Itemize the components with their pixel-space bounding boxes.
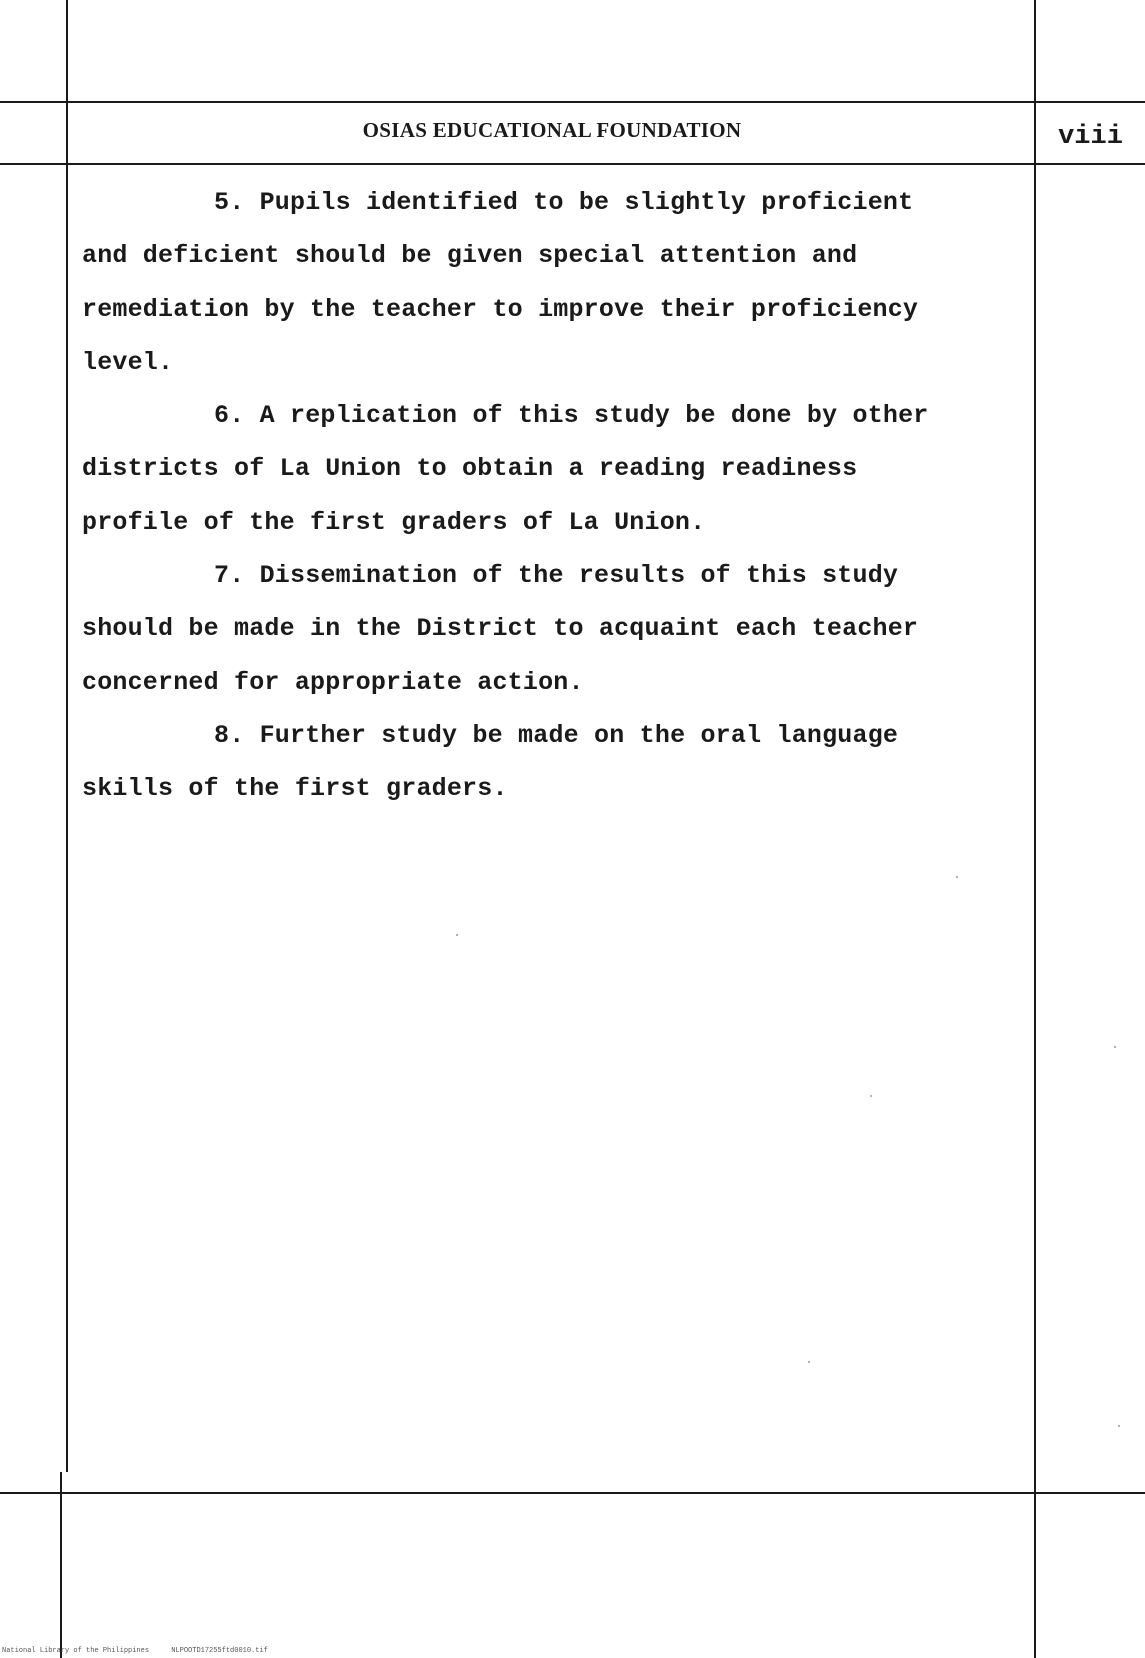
scan-speck xyxy=(956,876,958,878)
scan-speck xyxy=(870,1095,872,1097)
scan-file-id: NLPOOTD17255ftd0010.tif xyxy=(171,1647,268,1655)
library-credit: National Library of the Philippines xyxy=(2,1647,150,1655)
page-number: viii xyxy=(1058,122,1123,152)
header-bottom-rule xyxy=(0,163,1145,165)
header-top-rule xyxy=(0,101,1145,103)
recommendation-5: 5. Pupils identified to be slightly proficient and deficient should be given special attention and remediation by the teacher to improve their proficiency level. xyxy=(82,188,919,377)
left-margin-rule-lower xyxy=(60,1472,62,1658)
page-header-title: OSIAS EDUCATIONAL FOUNDATION xyxy=(362,118,742,142)
scan-speck xyxy=(456,934,458,936)
scan-speck xyxy=(808,1361,810,1363)
body-text xyxy=(82,176,1042,816)
scan-footer xyxy=(2,1647,286,1655)
recommendation-7: 7. Dissemination of the results of this study should be made in the District to acquaint each teacher concerned for appropriate action. xyxy=(82,561,919,697)
recommendation-8: 8. Further study be made on the oral language skills of the first graders. xyxy=(82,720,899,804)
scan-speck xyxy=(1118,1425,1120,1427)
left-margin-rule xyxy=(66,0,68,1472)
footer-rule xyxy=(0,1492,1145,1494)
recommendation-6: 6. A replication of this study be done by other districts of La Union to obtain a reading readiness profile of the first graders of La Union. xyxy=(82,401,929,537)
scan-speck xyxy=(1114,1046,1116,1048)
